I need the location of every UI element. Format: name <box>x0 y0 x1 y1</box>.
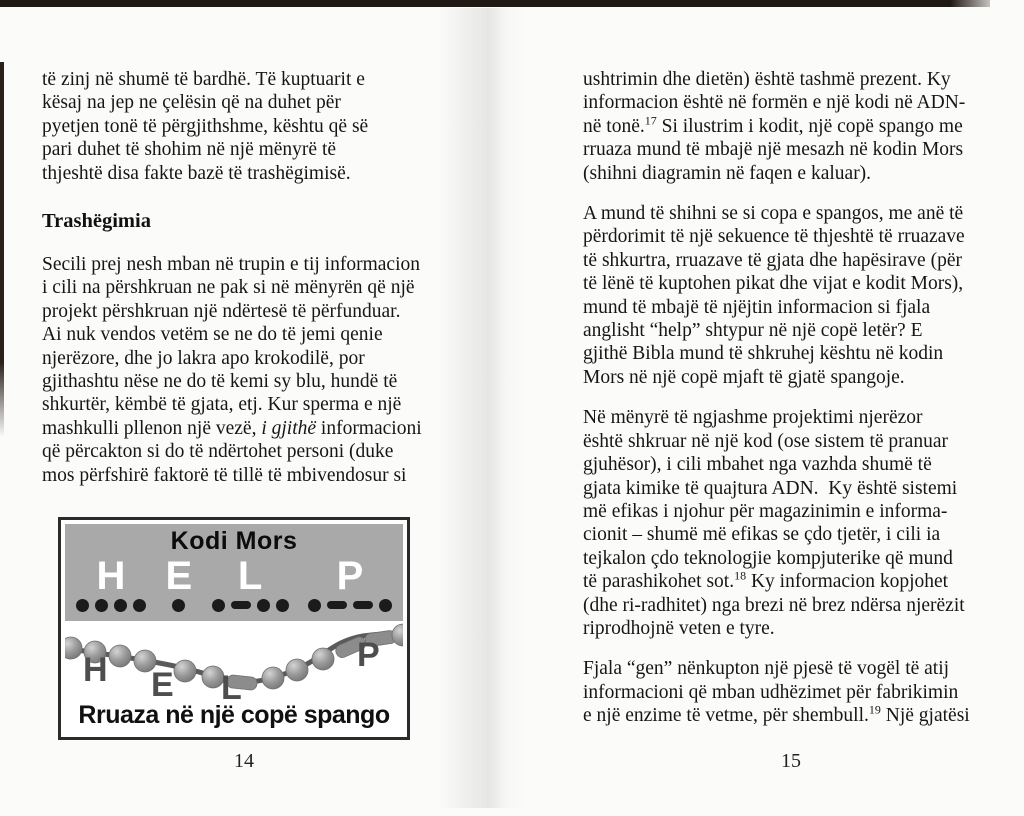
beads-illustration <box>65 621 403 699</box>
figure-title: Kodi Mors <box>170 527 298 556</box>
paragraph <box>583 657 999 727</box>
text-line: informacion është në formën e një kodi në ADN- <box>583 92 966 114</box>
text-line: gjithë Bibla mund të shkruhej kështu në kodin <box>583 343 944 365</box>
scan-edge-top <box>0 0 990 7</box>
morse-letter: L <box>237 554 263 599</box>
page-number-left: 14 <box>234 750 254 772</box>
text-line: kësaj na jep ne çelësin që na duhet për <box>42 92 341 114</box>
beaded-string-drawing <box>65 621 403 699</box>
morse-letter-group <box>76 554 146 612</box>
text-line: shkurtër, këmbë të gjata, etj. Kur sperma e një <box>42 394 402 416</box>
text-line: projekt përshkruan një ndërtesë të përfunduar. <box>42 300 401 322</box>
text-line: të zinj në shumë të bardhë. Të kuptuarit e <box>42 69 365 90</box>
morse-letter: H <box>96 554 126 599</box>
morse-letters-row <box>69 554 399 612</box>
morse-dash-icon <box>327 601 347 609</box>
paragraph <box>583 68 999 185</box>
text-line: gjithashtu nëse ne do të kemi sy blu, hundë të <box>42 371 398 393</box>
page-left-text <box>42 68 472 487</box>
text-line: është shkruar në një kod (ose sistem të pranuar <box>583 430 948 452</box>
morse-dot-icon <box>133 599 146 612</box>
morse-dot-icon <box>212 599 225 612</box>
text-line: anglisht “help” shtypur në një copë letër? E <box>583 320 923 342</box>
text-line: rruaza mund të mbajë një mesazh në kodin Mors <box>583 139 964 161</box>
paragraph <box>583 202 999 389</box>
morse-signals <box>76 598 146 612</box>
page-right-text <box>583 68 999 728</box>
text-line: riprodhojnë veten e tyre. <box>583 617 775 639</box>
paragraph <box>42 68 472 185</box>
bead-letter-e: E <box>151 666 174 700</box>
morse-letter-group <box>165 554 193 612</box>
text-line: (shihni diagramin në faqen e kaluar). <box>583 162 872 184</box>
text-line: Fjala “gen” nënkupton një pjesë të vogël të atij <box>583 658 950 680</box>
text-line: e një enzime të vetme, për shembull.$^{19}$ Një gjatësi <box>583 702 970 727</box>
text-line: të lënë të kuptohen pikat dhe vijat e kodit Mors), <box>583 273 964 295</box>
text-line: Në mënyrë të ngjashme projektimi njerëzor <box>583 407 923 429</box>
text-line: i cili na përshkruan ne pak si në mënyrën që një <box>42 277 415 299</box>
morse-dot-icon <box>172 599 185 612</box>
morse-signals <box>172 598 185 612</box>
text-line: tejkalon çdo teknologjie kompjuterike që mund <box>583 547 953 569</box>
morse-letter: P <box>336 554 364 599</box>
text-line: në tonë.$^{17}$ Si ilustrim i kodit, një copë spango me <box>583 113 963 137</box>
section-heading: Trashëgimia <box>42 210 151 233</box>
morse-dot-icon <box>276 599 289 612</box>
text-line: ushtrimin dhe dietën) është tashmë prezent. Ky <box>583 69 951 90</box>
morse-code-figure <box>58 517 410 740</box>
text-line: të shkurtra, rruazave të gjata dhe hapësirave (për <box>583 249 962 271</box>
text-line: pari duhet të shohim në një mënyrë të <box>42 139 337 161</box>
morse-dash-icon <box>231 601 251 609</box>
text-line: Secili prej nesh mban në trupin e tij informacion <box>42 254 420 276</box>
morse-panel <box>65 524 403 621</box>
text-line: mos përfshirë faktorë të tillë të mbivendosur si <box>42 464 407 486</box>
morse-dot-icon <box>308 599 321 612</box>
text-line: cionit – shumë më efikas se çdo tjetër, i cili ia <box>583 524 941 546</box>
morse-signals <box>212 598 289 612</box>
page-left <box>42 68 472 740</box>
text-line: që përcakton si do të ndërtohet personi (duke <box>42 441 394 463</box>
text-line: njerëzore, dhe jo lakra apo krokodilë, por <box>42 347 365 369</box>
text-line: gjata kimike të quajtura ADN. Ky është sistemi <box>583 477 958 499</box>
text-line: më efikas i njohur për magazinimin e informa- <box>583 500 948 522</box>
morse-dot-icon <box>114 599 127 612</box>
morse-dot-icon <box>76 599 89 612</box>
figure-caption: Rruaza në një copë spango <box>78 701 390 730</box>
text-line: informacioni që mban udhëzimet për fabrikimin <box>583 681 959 703</box>
morse-letter-group <box>308 554 392 612</box>
bead-letter-h: H <box>83 651 108 690</box>
morse-letter-group <box>212 554 289 612</box>
text-line: të parashikohet sot.$^{18}$ Ky informacion kopjohet <box>583 568 949 593</box>
bead-letter-p: P <box>357 636 380 675</box>
text-line: pyetjen tonë të përgjithshme, kështu që së <box>42 115 369 137</box>
page-right <box>583 68 999 745</box>
scan-edge-left <box>0 62 4 437</box>
morse-signals <box>308 598 392 612</box>
text-line: mashkulli pllenon një vezë, i gjithë informacioni <box>42 417 422 439</box>
morse-dot-icon <box>257 599 270 612</box>
paragraph <box>583 406 999 640</box>
morse-dot-icon <box>95 599 108 612</box>
text-line: gjuhësor), i cili mbahet nga vazhda shumë të <box>583 454 932 476</box>
text-line: (dhe ri-radhitet) nga brezi në brez ndërsa njerëzit <box>583 594 965 616</box>
morse-dot-icon <box>379 599 392 612</box>
morse-letter: E <box>165 554 193 599</box>
text-line: A mund të shihni se si copa e spangos, me anë të <box>583 203 964 225</box>
morse-dash-icon <box>353 601 373 609</box>
page-number-right: 15 <box>781 750 801 772</box>
text-line: përdorimit të një sekuence të thjeshtë të rruazave <box>583 226 965 248</box>
text-line: mund të mbajë të njëjtin informacion si fjala <box>583 296 931 318</box>
text-line: Ai nuk vendos vetëm se ne do të jemi qenie <box>42 324 383 346</box>
paragraph <box>42 253 472 487</box>
text-line: thjeshtë disa fakte bazë të trashëgimisë. <box>42 162 351 184</box>
text-line: Mors në një copë mjaft të gjatë spangoje. <box>583 366 905 388</box>
bead-letter-l: L <box>221 669 242 700</box>
